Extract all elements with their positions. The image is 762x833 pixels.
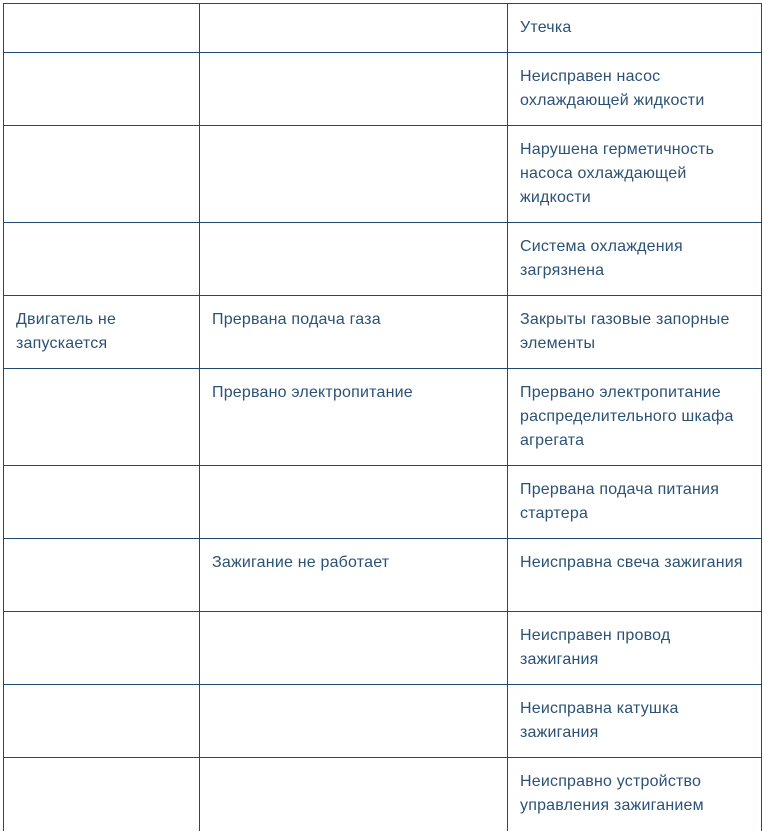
cause-cell: Зажигание не работает xyxy=(200,539,508,612)
symptom-cell xyxy=(4,223,200,296)
symptom-cell xyxy=(4,758,200,831)
cause-cell xyxy=(200,466,508,539)
symptom-cell xyxy=(4,685,200,758)
detail-cell: Неисправно устройство управления зажиганием xyxy=(508,758,762,831)
detail-cell: Неисправна катушка зажигания xyxy=(508,685,762,758)
symptom-cell xyxy=(4,612,200,685)
cause-cell: Прервано электропитание xyxy=(200,369,508,466)
symptom-cell xyxy=(4,126,200,223)
detail-cell: Утечка xyxy=(508,4,762,53)
detail-cell: Неисправен провод зажигания xyxy=(508,612,762,685)
table-row xyxy=(4,612,762,685)
symptom-cell xyxy=(4,466,200,539)
symptom-cell xyxy=(4,369,200,466)
cause-cell xyxy=(200,685,508,758)
faults-table xyxy=(3,3,762,831)
detail-cell: Нарушена герметичность насоса охлаждающей жидкости xyxy=(508,126,762,223)
detail-cell: Неисправна свеча зажигания xyxy=(508,539,762,612)
symptom-cell xyxy=(4,4,200,53)
cause-cell: Прервана подача газа xyxy=(200,296,508,369)
cause-cell xyxy=(200,126,508,223)
detail-cell: Прервано электропитание распределительного шкафа агрегата xyxy=(508,369,762,466)
table-row xyxy=(4,466,762,539)
detail-cell: Система охлаждения загрязнена xyxy=(508,223,762,296)
cause-cell xyxy=(200,4,508,53)
symptom-cell xyxy=(4,539,200,612)
cause-cell xyxy=(200,223,508,296)
detail-cell: Неисправен насос охлаждающей жидкости xyxy=(508,53,762,126)
table-row xyxy=(4,4,762,53)
cause-cell xyxy=(200,758,508,831)
table-row xyxy=(4,296,762,369)
symptom-cell xyxy=(4,53,200,126)
detail-cell: Прервана подача питания стартера xyxy=(508,466,762,539)
cause-cell xyxy=(200,612,508,685)
table-row xyxy=(4,53,762,126)
table-row xyxy=(4,758,762,831)
symptom-cell: Двигатель не запускается xyxy=(4,296,200,369)
cause-cell xyxy=(200,53,508,126)
detail-cell: Закрыты газовые запорные элементы xyxy=(508,296,762,369)
table-row xyxy=(4,685,762,758)
table-row xyxy=(4,223,762,296)
table-row xyxy=(4,539,762,612)
table-row xyxy=(4,369,762,466)
table-row xyxy=(4,126,762,223)
